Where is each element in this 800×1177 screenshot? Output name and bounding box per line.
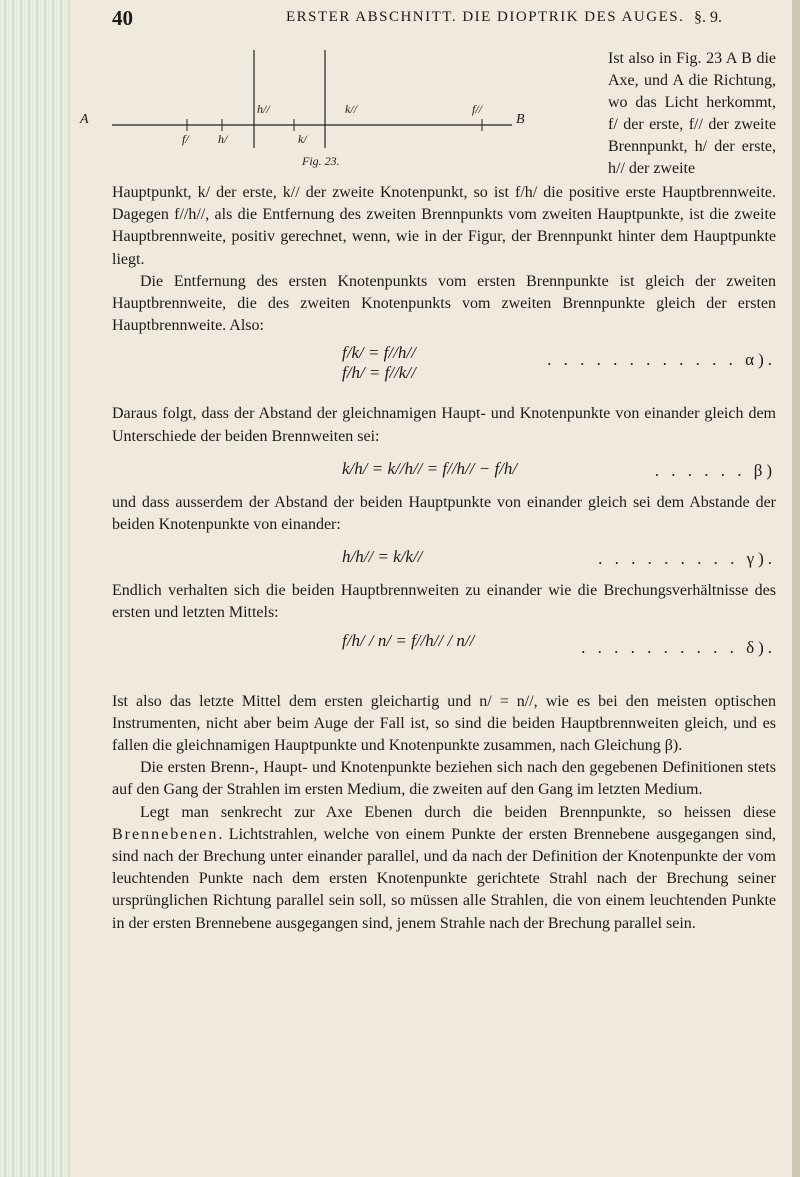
equation-beta-formula: k/h/ = k//h// = f//h// − f/h/ [342, 458, 518, 478]
label-B: B [516, 112, 525, 127]
paragraph-4: und dass ausserdem der Abstand der beiden Hauptpunkte von einander gleich sei dem Abstande der beiden Knotenpunkte von einander: [112, 493, 776, 534]
equation-alpha-line1: f/k/ = f//h// [342, 343, 416, 363]
paragraph-1: Hauptpunkt, k/ der erste, k// der zweite Knotenpunkt, so ist f/h/ die positive erste Hauptbrennweite. Dagegen f//h//, als die Entfernung des zweiten Brennpunkts vom zweiten Hauptpunkte, ist die zweite Hauptbrennweite, positiv gerechnet, wenn, wie in der Figur, der Brennpunkt hinter dem Hauptpunkte liegt. [112, 184, 776, 268]
equation-delta-label: δ). [746, 637, 776, 657]
paragraph-5: Endlich verhalten sich die beiden Hauptbrennweiten zu einander wie die Brechungsverhältnisse des ersten und letzten Mittels: [112, 582, 776, 622]
paragraph-6: Ist also das letzte Mittel dem ersten gleichartig und n/ = n//, wie es bei den meisten optischen Instrumenten, nicht aber beim Auge der Fall ist, so sind die beiden Hauptbrennweiten gleich, und es fallen die gleichnamigen Hauptpunkte und Knotenpunkte zusammen, nach Gleichung β). [112, 692, 776, 755]
paragraph-7: Die ersten Brenn-, Haupt- und Knotenpunkte beziehen sich nach den gegebenen Definitionen stets auf den Gang der Strahlen im ersten Medium, die zweiten auf den Gang im letzten Medium. [112, 759, 776, 799]
equation-gamma-label: γ). [746, 549, 776, 569]
label-k2: k// [345, 102, 357, 116]
label-A: A [80, 112, 89, 127]
label-h2: h// [257, 102, 270, 116]
label-f2: f// [472, 102, 483, 116]
paragraph-2: Die Entfernung des ersten Knotenpunkts vom ersten Brennpunkte ist gleich der zweiten Hauptbrennweite, die des zweiten Knotenpunkts vom zweiten Brennpunkte gleich der ersten Hauptbrennweite. Also: [112, 272, 776, 335]
label-f1: f/ [182, 132, 189, 146]
term-brennebenen: Brennebenen [112, 825, 219, 843]
paragraph-8-rest: . Lichtstrahlen, welche von einem Punkte der ersten Brennebene ausgegangen sind, sind nach der Brechung unter einander parallel, und da nach der Definition der Knotenpunkte der vom leuchtenden Punkte nach dem ersten Knotenpunkte gerichtete Strahl nach der Brechung seiner ursprünglichen Richtung parallel sein soll, so müssen alle Strahlen, die von einem leuchtenden Punkte in der ersten Brennebene ausgegangen sind, jenem Strahle nach der Brechung parallel sein. [112, 825, 776, 932]
label-k1: k/ [298, 132, 307, 146]
paragraph-8-start: Legt man senkrecht zur Axe Ebenen durch die beiden Brennpunkte, so heissen diese [140, 803, 776, 821]
equation-beta: k/h/ = k//h// = f//h// − f/h/ . . . . . . β) [342, 458, 776, 480]
equation-alpha-label: α). [745, 350, 776, 370]
figure-sidetext [608, 48, 776, 180]
section-number: §. 9. [694, 9, 722, 26]
equation-gamma-formula: h/h// = k/k// [342, 547, 423, 567]
scan-margin [0, 0, 70, 1177]
main-text [112, 182, 776, 935]
sidetext-paragraph: Ist also in Fig. 23 A B die Axe, und A die Richtung, wo das Licht herkommt, f/ der erste, f// der zweite Brennpunkt, h/ der erste, h// der zweite [608, 50, 776, 177]
paragraph-8 [112, 802, 776, 935]
running-title: ERSTER ABSCHNITT. DIE DIOPTRIK DES AUGES. [286, 9, 685, 25]
figure-23 [80, 50, 542, 190]
equation-delta-formula: f/h/ / n/ = f//h// / n// [342, 630, 475, 650]
optical-axis-diagram [112, 50, 542, 190]
page-edge [792, 0, 800, 1177]
running-header [112, 6, 722, 30]
paragraph-3: Daraus folgt, dass der Abstand der gleichnamigen Haupt- und Knotenpunkte von einander gleich dem Unterschiede der beiden Brennweiten sei: [112, 405, 776, 445]
equation-alpha-line2: f/h/ = f//k// [342, 363, 416, 383]
equation-gamma: h/h// = k/k// . . . . . . . . . γ). [342, 547, 776, 569]
page-number: 40 [112, 6, 133, 30]
equation-beta-label: β) [753, 460, 776, 480]
equation-delta: f/h/ / n/ = f//h// / n// . . . . . . . . . . δ). [342, 630, 776, 657]
equation-alpha: f/k/ = f//h// f/h/ = f//k// . . . . . . . . . . . . α). [342, 343, 776, 383]
label-h1: h/ [218, 132, 228, 146]
figure-caption: Fig. 23. [302, 154, 340, 168]
